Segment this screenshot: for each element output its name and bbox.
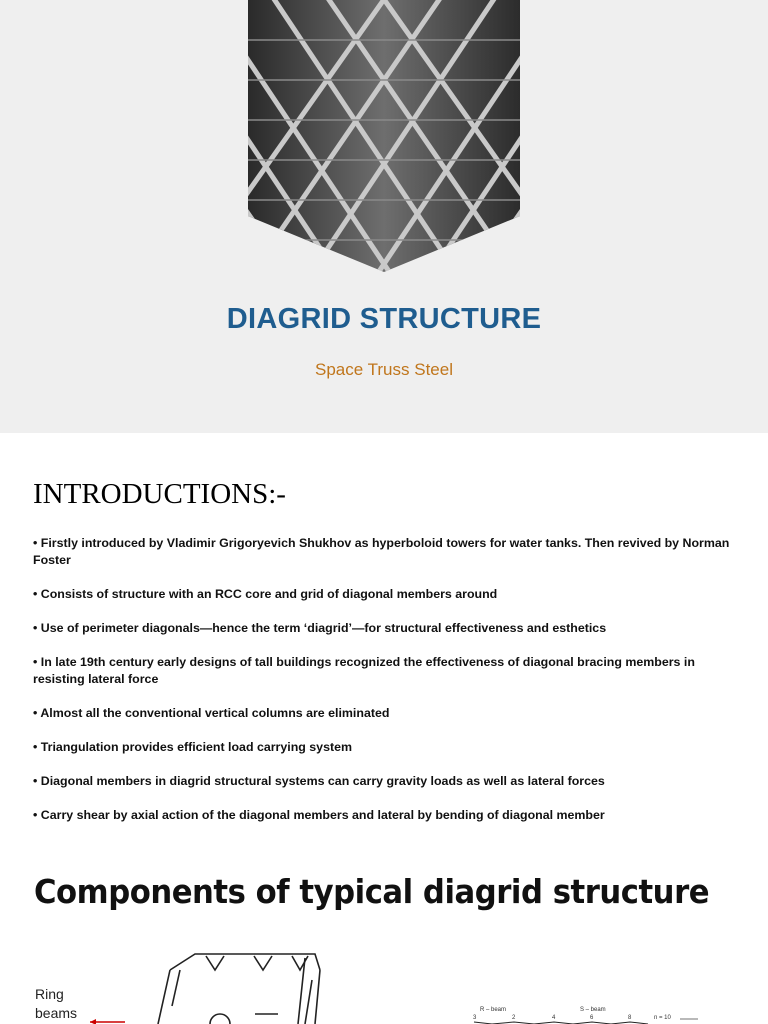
intro-heading: INTRODUCTIONS:- [33,478,286,510]
ring-label-line: Ring [35,986,64,1002]
components-heading: Components of typical diagrid structure [34,872,710,911]
intro-bullet: • Almost all the conventional vertical columns are eliminated [33,706,390,720]
intro-bullet: • Diagonal members in diagrid structural systems can carry gravity loads as well as lateral forces [33,774,605,788]
node-label: 6 [590,1015,594,1021]
cover-subtitle: Space Truss Steel [315,360,453,379]
node-label: 4 [552,1015,556,1021]
s-beam-label: S – beam [580,1007,606,1013]
diagrid-3d-diagram [30,950,360,1024]
intro-bullet: • In late 19th century early designs of tall buildings recognized the effectiveness of diagonal bracing members in resisting lateral force [33,655,695,686]
intro-bullet: • Triangulation provides efficient load carrying system [33,740,353,754]
intro-bullet: • Use of perimeter diagonals—hence the term ‘diagrid’—for structural effectiveness and esthetics [33,621,607,635]
ring-label-line: beams [35,1005,78,1021]
intro-bullet: • Firstly introduced by Vladimir Grigoryevich Shukhov as hyperboloid towers for water tanks. Then revived by Norman Foster [33,536,730,567]
node-label: 3 [473,1015,477,1021]
intro-bullet-list [33,535,733,841]
node-label: 2 [512,1015,516,1021]
node-label: n = 10 [654,1015,671,1021]
r-beam-label: R – beam [480,1007,507,1013]
node-label: 8 [628,1015,632,1021]
intro-bullet: • Carry shear by axial action of the diagonal members and lateral by bending of diagonal member [33,808,605,822]
cover-section [0,0,768,433]
cover-title: DIAGRID STRUCTURE [226,303,542,335]
diagrid-beam-schematic [440,1005,720,1024]
diagrid-building-photo [248,0,520,272]
intro-bullet: • Consists of structure with an RCC core and grid of diagonal members around [33,587,498,601]
